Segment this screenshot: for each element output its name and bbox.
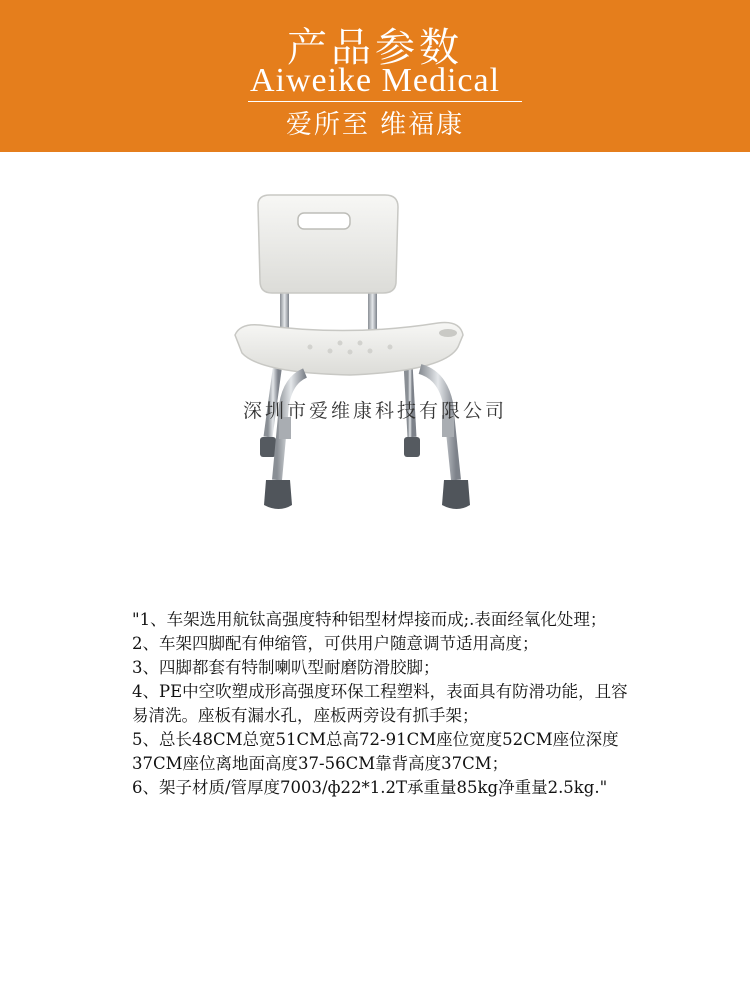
brand-slogan: 爱所至 维福康 bbox=[285, 110, 465, 140]
header-banner bbox=[0, 0, 750, 152]
front-foot-left bbox=[264, 480, 292, 509]
rear-foot-left bbox=[260, 437, 276, 457]
shower-chair-photo bbox=[180, 175, 530, 530]
spec-item: "1、车架选用航钛高强度特种铝型材焊接而成;.表面经氧化处理； bbox=[132, 610, 607, 629]
spec-item: 5、总长48CM总宽51CM总高72-91CM座位宽度52CM座位深度37CM座位离地面高度37-56CM靠背高度37CM； bbox=[132, 730, 619, 773]
brand-name: Aiweike Medical bbox=[249, 62, 501, 99]
page-title: 产品参数 bbox=[287, 25, 463, 71]
company-watermark: 深圳市爱维康科技有限公司 bbox=[242, 400, 507, 422]
backrest-handle-hole bbox=[298, 213, 350, 229]
rear-foot-right bbox=[404, 437, 420, 457]
spec-item: 3、四脚都套有特制喇叭型耐磨防滑胶脚； bbox=[132, 658, 440, 677]
backrest bbox=[258, 195, 398, 293]
header-divider bbox=[248, 101, 522, 102]
spec-item: 6、架子材质/管厚度7003/ф22*1.2T承重量85kg净重量2.5kg." bbox=[132, 778, 608, 797]
spec-item: 4、PE中空吹塑成形高强度环保工程塑料，表面具有防滑功能，且容易清洗。座板有漏水孔，座板两旁设有抓手架； bbox=[132, 682, 628, 725]
spec-list bbox=[132, 608, 632, 800]
front-foot-right bbox=[442, 480, 470, 509]
spec-item: 2、车架四脚配有伸缩管，可供用户随意调节适用高度； bbox=[132, 634, 539, 653]
seat-grip-hole bbox=[439, 329, 457, 337]
